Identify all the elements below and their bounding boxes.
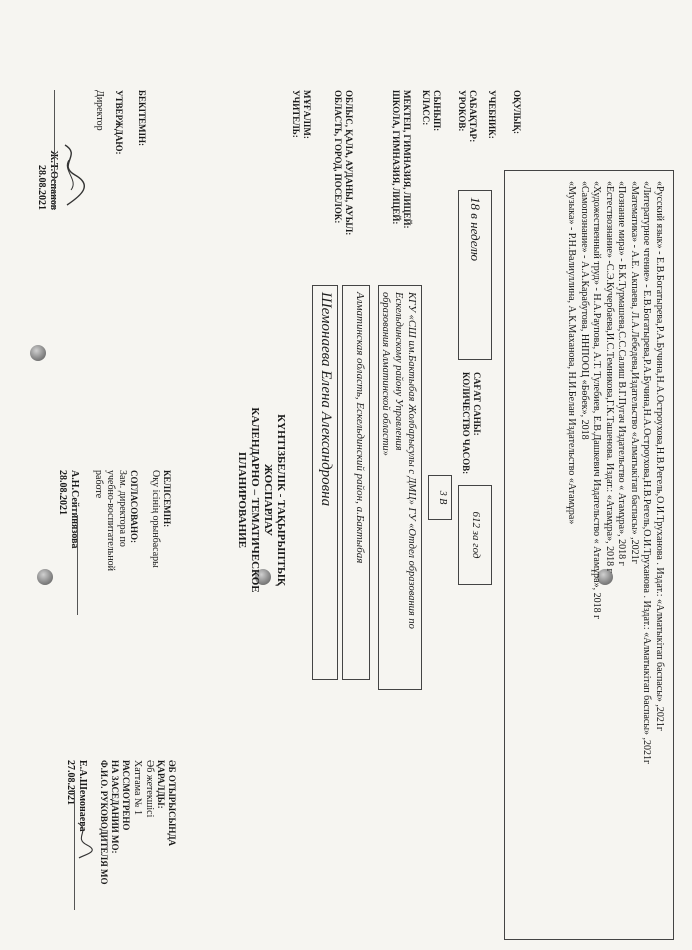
title-kz-2: ЖОСПАРЛАУ (262, 463, 274, 537)
agreed-role-ru-1: Зам. директора по (117, 470, 128, 547)
class-value: 3 В (437, 490, 448, 505)
textbook-item: «Самопознание» - А.А.Карабутова, ННПООЦ «Бөбек», 2018 (579, 181, 590, 440)
lessons-field (458, 190, 492, 360)
title-ru-2: ПЛАНИРОВАНИЕ (236, 451, 248, 549)
reviewed-title-kz-2: ҚАРАЛДЫ: (156, 760, 166, 809)
class-label: СЫНЫП: КЛАСС: (421, 90, 442, 132)
reviewed-title-ru-1: РАССМОТРЕНО (121, 760, 131, 831)
reviewed-title-ru-2: НА ЗАСЕДАНИИ МО: (110, 760, 120, 854)
agreed-title-ru: СОГЛАСОВАНО: (129, 470, 139, 544)
approved-role: Директор (94, 90, 105, 131)
lessons-value: 18 в неделю (468, 197, 483, 262)
school-label: МЕКТЕП, ГИМНАЗИЯ, ЛИЦЕЙ: ШКОЛА, ГИМНАЗИЯ, ЛИЦЕЙ: (391, 90, 412, 229)
agreed-role-ru-3: работе (93, 470, 104, 499)
agreed-title-kz: КЕЛІСЕМІН: (162, 470, 172, 528)
approved-name: Ж.Т.Оспанов (48, 150, 59, 210)
signature-icon (57, 140, 87, 210)
document-title (235, 370, 287, 630)
textbook-field (504, 170, 674, 940)
hours-label: САҒАТ САНЫ: КОЛИЧЕСТВО ЧАСОВ: (461, 372, 482, 475)
approval-director (35, 90, 147, 240)
signature-icon (73, 820, 93, 860)
textbook-item: «Художественный труд» - Н.А.Раупова, А.Т. Тулебиев, Е.В.Дашкевич Издательство « Атамұра», 2018 г (591, 181, 603, 620)
teacher-value: Шемонаева Елена Александровна (318, 292, 334, 507)
textbook-item: «Познание мира» - Б.К.Турмашева,С.С.Салиш В.Г.Пугач Издательство « Атамұра», 2018 г (616, 181, 628, 566)
school-field (378, 285, 422, 690)
teacher-field (312, 285, 338, 680)
title-ru-1: КАЛЕНДАРНО – ТЕМАТИЧЕСКОЕ (249, 407, 261, 593)
region-field (342, 285, 370, 680)
textbook-label: ОҚУЛЫҚ: УЧЕБНИК: (487, 90, 522, 139)
approved-title-ru: УТВЕРЖДАЮ: (114, 90, 124, 155)
class-field (428, 475, 452, 520)
agreed-role-kz: Оқу ісінің орынбасары (150, 470, 161, 568)
reviewed-role-kz: Әб жетекшісі (144, 760, 155, 818)
title-kz-1: КҮНТІЗБЕЛІК - ТАҚЫРЫПТЫҚ (275, 414, 287, 586)
region-label: ОБЛЫС, ҚАЛА, АУДАНЫ, АУЫЛ: ОБЛАСТЬ, ГОРОД, ПОСЕЛОК: (333, 90, 354, 236)
textbook-item: «Математика» - А.Е. Акпаева, Л.А.Лебедева,Издательство «Алматыкітап баспасы» ,2021г (629, 181, 640, 564)
reviewed-role-ru: Ф.И.О. РУКОВОДИТЕЛЯ МО (99, 760, 109, 885)
teacher-label: МҰҒАЛІМ: УЧИТЕЛЬ: (291, 90, 312, 139)
textbook-item: «Естествознание» -С.Э.Кучербаева,И.С.Темникова,Г.К.Ташенова. Издат.: «Атамұра», 2018 г (604, 181, 615, 573)
approved-title-kz: БЕКІТЕМІН: (137, 90, 147, 146)
approved-date: 28.08.2021 (36, 165, 47, 210)
agreed-role-ru-2: учебно-воспитательной (105, 470, 116, 572)
reviewed-date: 27.08.2021 (65, 760, 76, 805)
agreed-name: А.Н.Сейтинязова (69, 470, 80, 549)
reviewed-title-kz-1: ӘБ ОТЫРЫСЫНДА (167, 760, 177, 847)
agreed-date: 28.08.2021 (57, 470, 68, 515)
region-value: Алматинская область, Ескельдинский район, а.Бактыбая (354, 292, 366, 564)
school-value-2: образования Алматинской области» (380, 292, 391, 456)
approval-deputy (56, 470, 172, 630)
reviewed-name: Е.А.Шемонаева (77, 760, 88, 832)
school-value-1: КГУ «СШ им.Бактыбая Жолбарысулы с ДМЦ» ГУ «Отдел образования по Ескельдинскому району Управления (393, 292, 417, 629)
textbook-item: «Русский язык» - Е.В.Богатырева,Р.А.Бучина,Н.А.Остроухова,Н.В.Регель,О.И.Труханова . Издат.: «Алматыкітап баспасы» ,2021г (654, 181, 665, 732)
textbook-item: «Музыка» - Р.Н.Валиуллина, А.К.Маханова, Н.И.Белан Издательство «Атамұра» (566, 181, 578, 525)
approval-mo (64, 760, 177, 935)
lessons-label: САБАҚТАР: УРОКОВ: (457, 90, 478, 143)
hours-field (458, 485, 492, 585)
reviewed-protocol: Хаттама № 1 (132, 760, 143, 815)
textbook-item: «Литературное чтение» - Е.В.Богатырева,Р.А.Бучина,Н.А.Остроухова,Н.В.Регель,О.И.Труханова . Издат.: «Алматыкітап баспасы» ,2021г (641, 181, 653, 765)
hours-value: 612 за год (470, 511, 482, 559)
